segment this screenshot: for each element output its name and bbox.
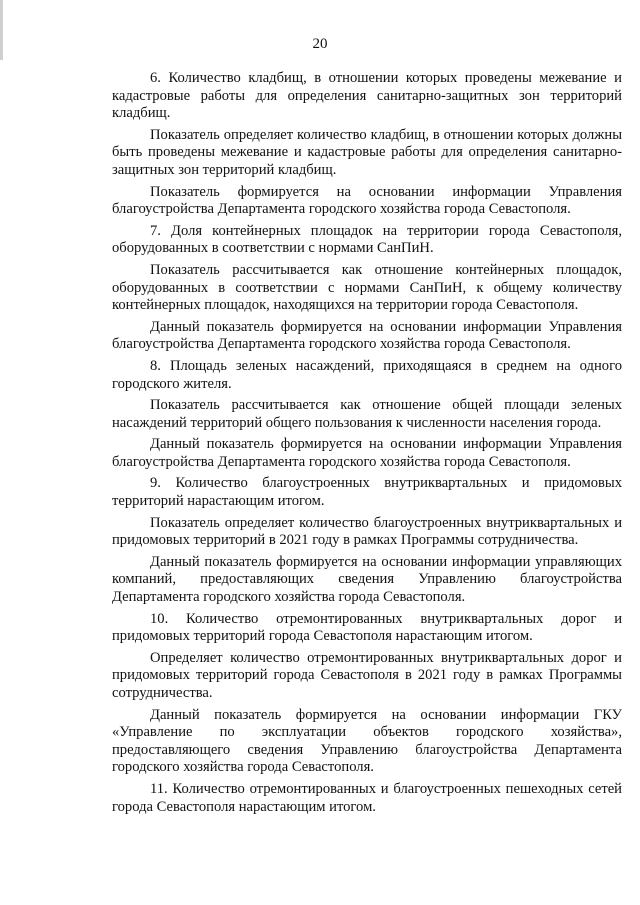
paragraph-item-9-definition: Показатель определяет количество благоустроенных внутриквартальных и придомовых территорий в 2021 году в рамках Программы сотрудничества. — [112, 514, 622, 549]
paragraph-item-10-title: 10. Количество отремонтированных внутриквартальных дорог и придомовых территорий города Севастополя нарастающим итогом. — [112, 610, 622, 645]
paragraph-item-7-source: Данный показатель формируется на основании информации Управления благоустройства Департамента городского хозяйства города Севастополя. — [112, 318, 622, 353]
paragraph-item-6-definition: Показатель определяет количество кладбищ, в отношении которых должны быть проведены межевание и кадастровые работы для определения санитарно-защитных зон территорий кладбищ. — [112, 126, 622, 178]
paragraph-item-6-source: Показатель формируется на основании информации Управления благоустройства Департамента городского хозяйства города Севастополя. — [112, 183, 622, 218]
paragraph-item-7-definition: Показатель рассчитывается как отношение контейнерных площадок, оборудованных в соответствии с нормами СанПиН, к общему количеству контейнерных площадок, находящихся на территории города Севастополя. — [112, 261, 622, 314]
paragraph-item-6-title: 6. Количество кладбищ, в отношении которых проведены межевание и кадастровые работы для определения санитарно-защитных зон территорий кладбищ. — [112, 70, 622, 122]
document-body — [112, 70, 622, 820]
paragraph-item-11-title: 11. Количество отремонтированных и благоустроенных пешеходных сетей города Севастополя нарастающим итогом. — [112, 780, 622, 815]
paragraph-item-7-title: 7. Доля контейнерных площадок на территории города Севастополя, оборудованных в соответствии с нормами СанПиН. — [112, 222, 622, 257]
paragraph-item-10-source: Данный показатель формируется на основании информации ГКУ «Управление по эксплуатации объектов городского хозяйства», предоставляющего сведения Управлению благоустройства Департамента городского хозяйства города Севастополя. — [112, 706, 622, 776]
paragraph-item-8-source: Данный показатель формируется на основании информации Управления благоустройства Департамента городского хозяйства города Севастополя. — [112, 436, 622, 470]
paragraph-item-8-title: 8. Площадь зеленых насаждений, приходящаяся в среднем на одного городского жителя. — [112, 357, 622, 392]
paragraph-item-10-definition: Определяет количество отремонтированных внутриквартальных дорог и придомовых территорий города Севастополя в 2021 году в рамках Программы сотрудничества. — [112, 649, 622, 701]
paragraph-item-9-source: Данный показатель формируется на основании информации управляющих компаний, предоставляющих сведения Управлению благоустройства Департамента городского хозяйства города Севастополя. — [112, 553, 622, 606]
paragraph-item-8-definition: Показатель рассчитывается как отношение общей площади зеленых насаждений территорий общего пользования к численности населения города. — [112, 397, 622, 431]
paragraph-item-9-title: 9. Количество благоустроенных внутриквартальных и придомовых территорий нарастающим итогом. — [112, 475, 622, 510]
page-number: 20 — [312, 36, 328, 52]
